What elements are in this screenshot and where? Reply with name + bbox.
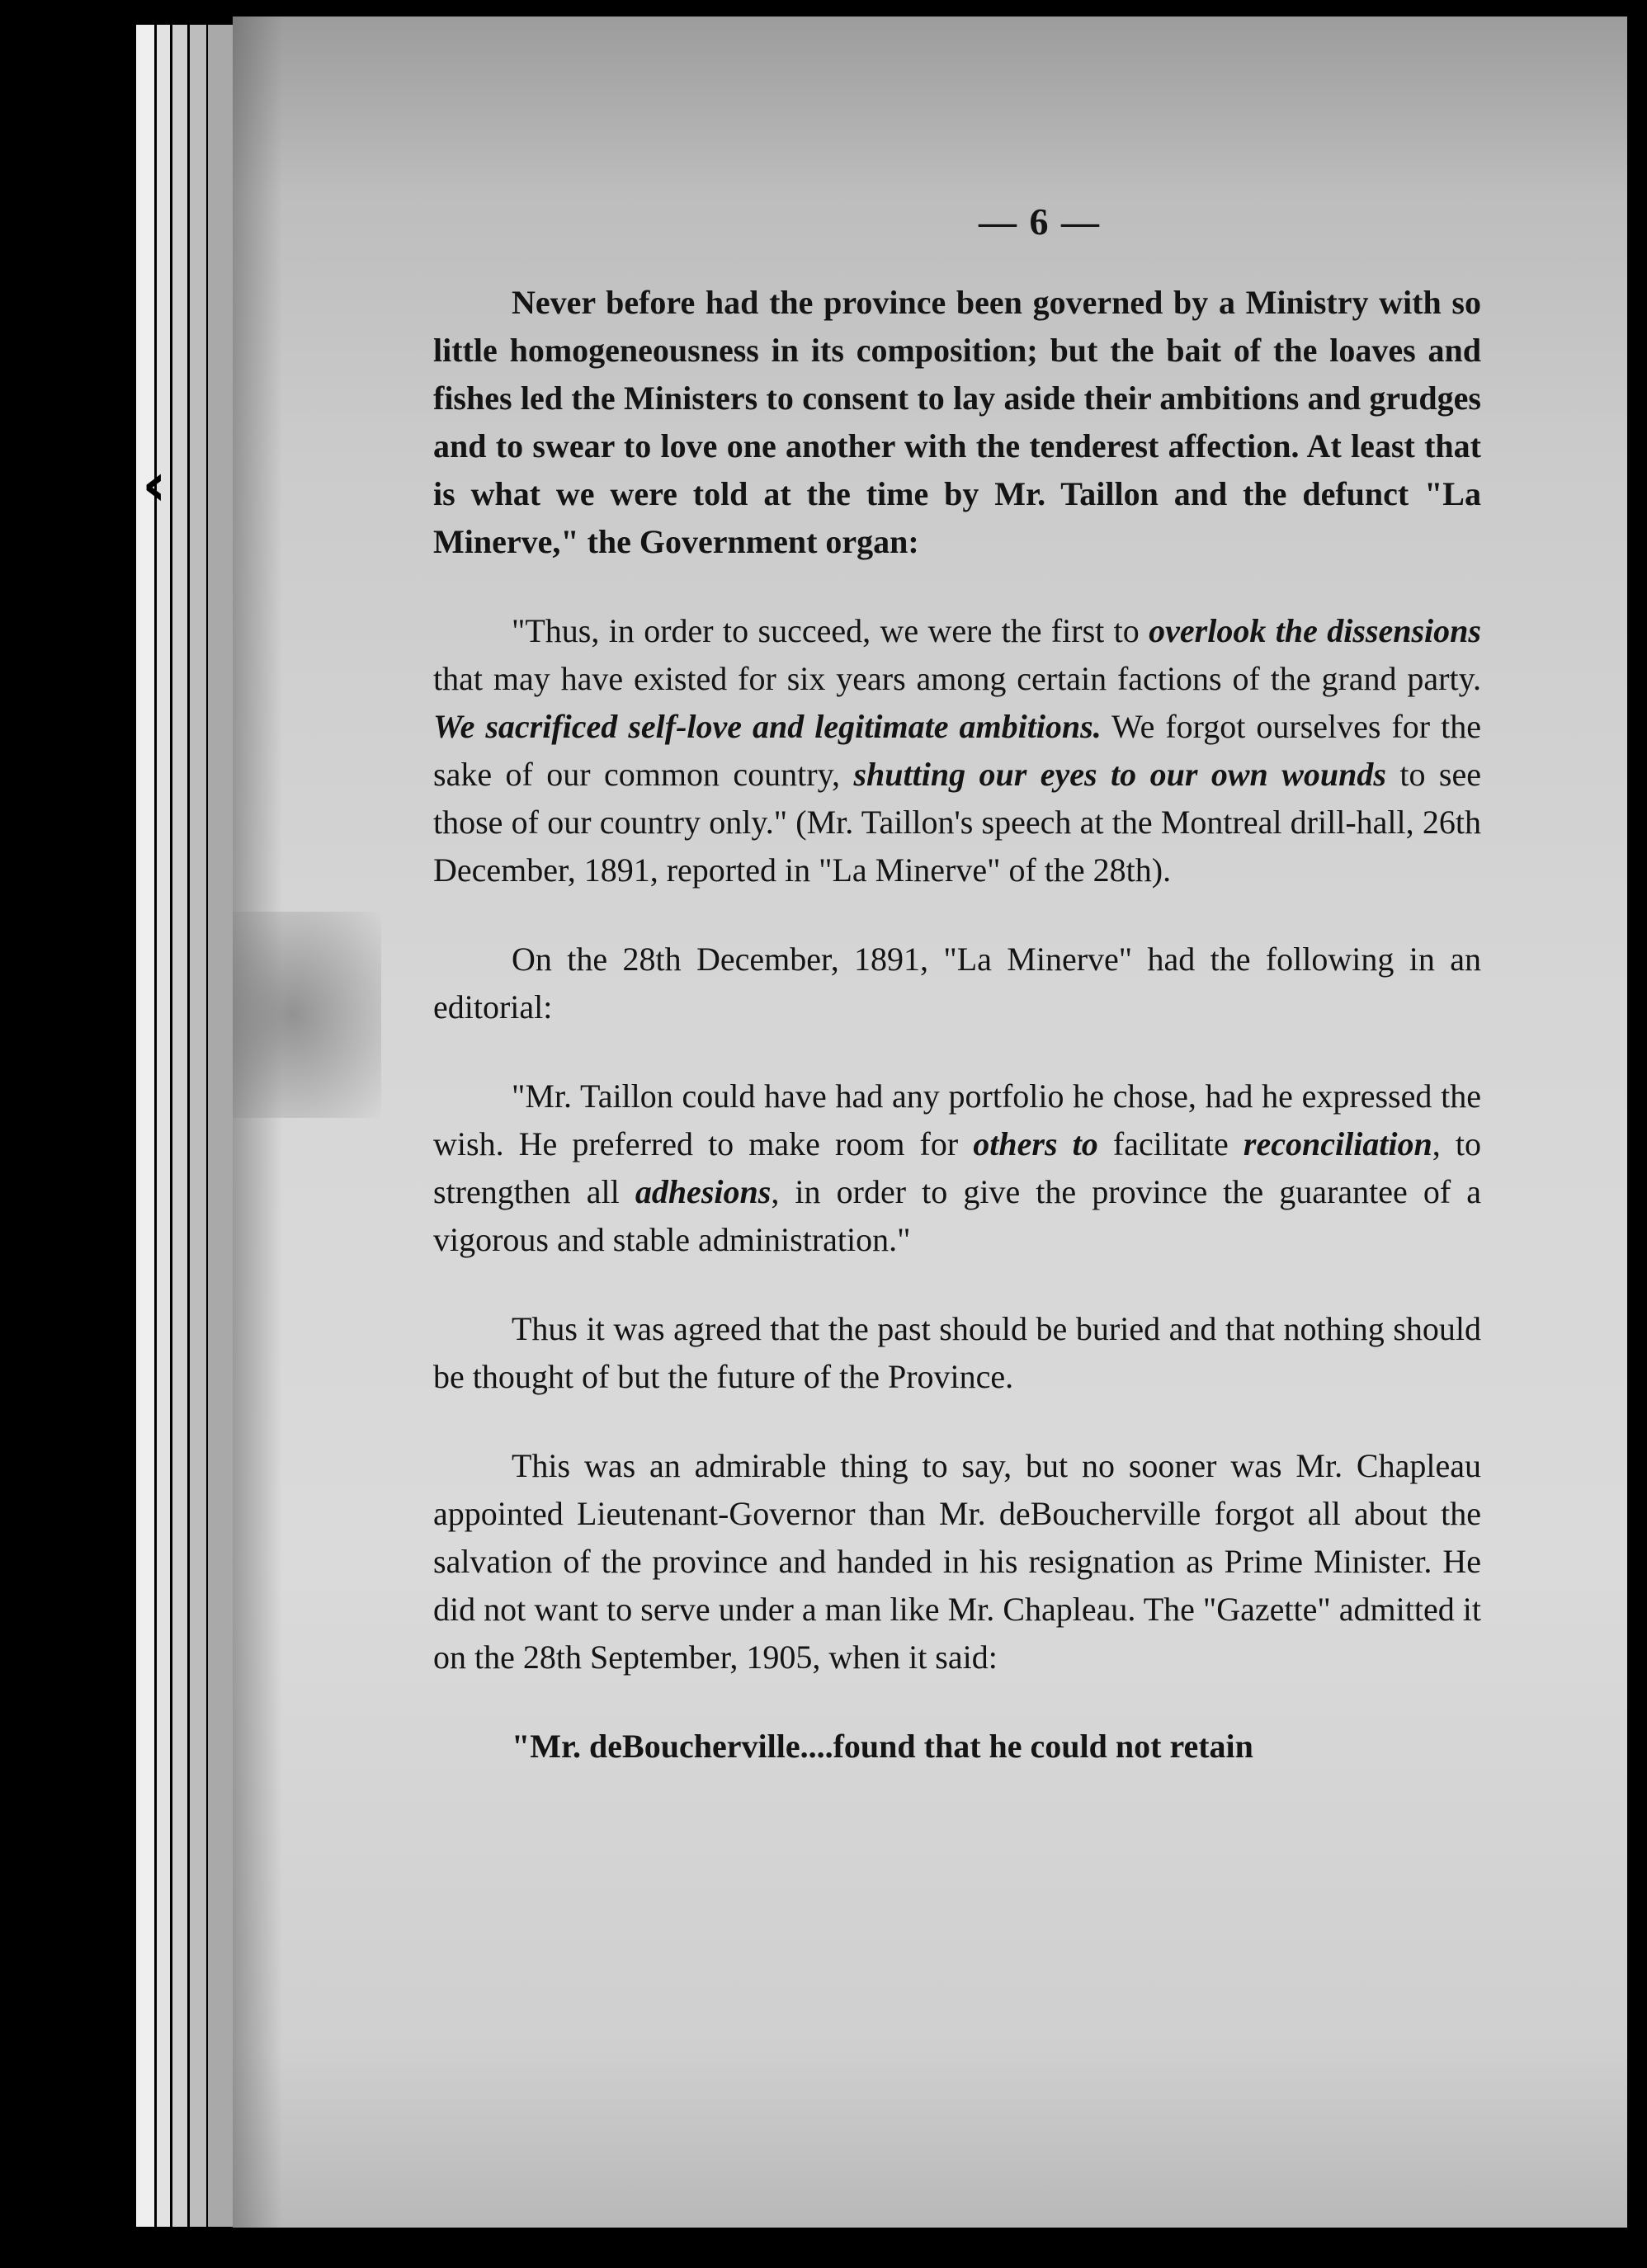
- quote-italic: reconciliation: [1243, 1125, 1432, 1162]
- quote-italic: others to: [973, 1125, 1098, 1162]
- quote-text: , to strengthen all: [433, 1125, 1481, 1210]
- page-edge: [190, 25, 206, 2227]
- paragraph-1: Never before had the province been governed by a Ministry with so little homogeneousness in its composition; but the bait of the loaves and fishes led the Ministers to consent to lay aside their ambitions and grudges and to swear to love one another with the tenderest affection. At least that is what we were told at the time by Mr. Taillon and the defunct "La Minerve," the Government organ:: [433, 284, 1481, 560]
- quote-text: to see those of our country only." (Mr. Taillon's speech at the Montreal drill-hall, 26th December, 1891, reported in "La Minerve" of the 28th).: [433, 756, 1482, 889]
- quote-text: "Mr. Taillon could have had any portfolio he chose, had he expressed the wish. He preferred to make room for: [433, 1077, 1481, 1162]
- page-edge: [136, 25, 154, 2227]
- quote-taillon-speech: [433, 607, 1481, 894]
- page-edge: [157, 25, 170, 2227]
- scan-smudge: [233, 912, 381, 1118]
- page-edge: [172, 25, 187, 2227]
- paragraph-4: This was an admirable thing to say, but no sooner was Mr. Chapleau appointed Lieutenant-Governor than Mr. deBoucherville forgot all about the salvation of the province and handed in his resignation as Prime Minister. He did not want to serve under a man like Mr. Chapleau. The "Gazette" admitted it on the 28th September, 1905, when it said:: [433, 1447, 1481, 1676]
- paragraph-5: "Mr. deBoucherville....found that he could not retain: [512, 1728, 1253, 1765]
- page-number: — 6 —: [979, 200, 1101, 243]
- quote-italic: We sacrificed self-love and legitimate ambitions.: [433, 708, 1102, 745]
- page-shadow: [233, 17, 282, 2228]
- quote-text: , in order to give the province the guarantee of a vigorous and stable administration.": [433, 1173, 1482, 1258]
- margin-mark: ‹: [142, 450, 167, 519]
- quote-minerve-editorial: [433, 1073, 1481, 1264]
- quote-italic: shutting our eyes to our own wounds: [853, 756, 1386, 793]
- quote-text: facilitate: [1097, 1125, 1244, 1162]
- quote-text: "Thus, in order to succeed, we were the first to: [512, 612, 1149, 649]
- paragraph-3: Thus it was agreed that the past should be buried and that nothing should be thought of but the future of the Province.: [433, 1310, 1481, 1395]
- quote-text: We forgot ourselves for the sake of our common country,: [433, 708, 1482, 793]
- page-edge: [208, 25, 233, 2227]
- page-text: [433, 198, 1481, 1771]
- paragraph-2: On the 28th December, 1891, "La Minerve" had the following in an editorial:: [433, 941, 1481, 1026]
- quote-text: that may have existed for six years among certain factions of the grand party.: [433, 660, 1481, 697]
- quote-italic: adhesions: [635, 1173, 772, 1210]
- quote-italic: overlook the dissensions: [1149, 612, 1481, 649]
